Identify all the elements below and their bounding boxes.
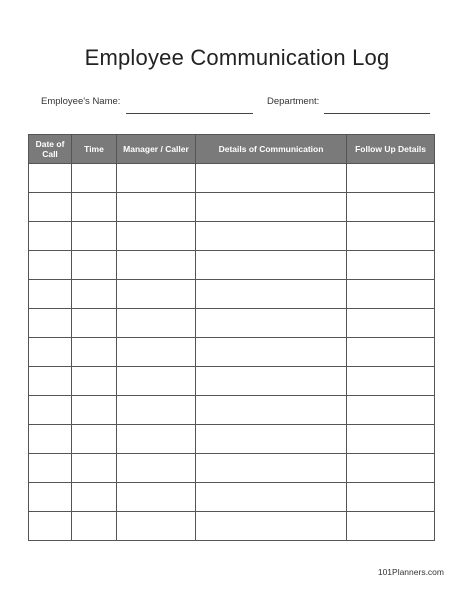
communication-log-table <box>28 134 435 541</box>
table-cell[interactable] <box>117 338 196 367</box>
table-cell[interactable] <box>117 193 196 222</box>
footer-brand: 101Planners.com <box>377 567 444 577</box>
table-cell[interactable] <box>196 164 347 193</box>
table-row <box>29 396 435 425</box>
table-cell[interactable] <box>117 483 196 512</box>
table-cell[interactable] <box>117 222 196 251</box>
department-label: Department: <box>267 96 320 107</box>
table-cell[interactable] <box>72 222 117 251</box>
table-cell[interactable] <box>196 193 347 222</box>
table-cell[interactable] <box>196 454 347 483</box>
column-header-follow-up-details: Follow Up Details <box>347 135 435 164</box>
table-cell[interactable] <box>117 251 196 280</box>
table-row <box>29 483 435 512</box>
table-cell[interactable] <box>196 251 347 280</box>
table-cell[interactable] <box>347 367 435 396</box>
table-row <box>29 309 435 338</box>
table-cell[interactable] <box>347 309 435 338</box>
table-cell[interactable] <box>29 512 72 541</box>
table-cell[interactable] <box>117 164 196 193</box>
table-cell[interactable] <box>72 425 117 454</box>
table-cell[interactable] <box>347 338 435 367</box>
table-row <box>29 251 435 280</box>
table-row <box>29 222 435 251</box>
table-cell[interactable] <box>117 280 196 309</box>
table-cell[interactable] <box>117 454 196 483</box>
table-cell[interactable] <box>196 280 347 309</box>
table-cell[interactable] <box>29 396 72 425</box>
table-cell[interactable] <box>347 222 435 251</box>
table-cell[interactable] <box>196 222 347 251</box>
table-header-row <box>29 135 435 164</box>
table-cell[interactable] <box>117 425 196 454</box>
table-cell[interactable] <box>72 164 117 193</box>
table-row <box>29 164 435 193</box>
table-cell[interactable] <box>29 367 72 396</box>
page-title: Employee Communication Log <box>84 45 390 70</box>
table-row <box>29 425 435 454</box>
table-cell[interactable] <box>29 193 72 222</box>
table-cell[interactable] <box>347 193 435 222</box>
table-cell[interactable] <box>72 251 117 280</box>
table-cell[interactable] <box>29 164 72 193</box>
table-cell[interactable] <box>72 309 117 338</box>
table-row <box>29 338 435 367</box>
table-cell[interactable] <box>72 512 117 541</box>
table-cell[interactable] <box>117 309 196 338</box>
table-cell[interactable] <box>29 454 72 483</box>
table-cell[interactable] <box>29 280 72 309</box>
table-cell[interactable] <box>117 396 196 425</box>
table-row <box>29 367 435 396</box>
column-header-manager-caller: Manager / Caller <box>117 135 196 164</box>
table-cell[interactable] <box>72 280 117 309</box>
table-row <box>29 454 435 483</box>
table-cell[interactable] <box>72 338 117 367</box>
table-cell[interactable] <box>117 512 196 541</box>
table-cell[interactable] <box>29 483 72 512</box>
table-cell[interactable] <box>72 483 117 512</box>
table-cell[interactable] <box>347 251 435 280</box>
column-header-date-of-call: Date of Call <box>29 135 72 164</box>
table-cell[interactable] <box>196 338 347 367</box>
column-header-details-of-communication: Details of Communication <box>196 135 347 164</box>
table-cell[interactable] <box>72 367 117 396</box>
column-header-time: Time <box>72 135 117 164</box>
department-line[interactable] <box>324 113 430 114</box>
table-row <box>29 193 435 222</box>
table-cell[interactable] <box>29 338 72 367</box>
table-body <box>29 164 435 541</box>
table-cell[interactable] <box>117 367 196 396</box>
table-cell[interactable] <box>72 193 117 222</box>
table-cell[interactable] <box>196 512 347 541</box>
table-cell[interactable] <box>29 309 72 338</box>
table-cell[interactable] <box>196 425 347 454</box>
table-cell[interactable] <box>196 309 347 338</box>
table-cell[interactable] <box>347 483 435 512</box>
table-cell[interactable] <box>347 280 435 309</box>
table-cell[interactable] <box>196 483 347 512</box>
employee-name-label: Employee's Name: <box>41 96 121 107</box>
table-cell[interactable] <box>72 454 117 483</box>
table-cell[interactable] <box>347 425 435 454</box>
table-cell[interactable] <box>347 164 435 193</box>
table-cell[interactable] <box>196 367 347 396</box>
table-row <box>29 280 435 309</box>
table-cell[interactable] <box>347 512 435 541</box>
table-cell[interactable] <box>196 396 347 425</box>
table-cell[interactable] <box>347 454 435 483</box>
table-cell[interactable] <box>29 425 72 454</box>
table-cell[interactable] <box>29 222 72 251</box>
employee-name-line[interactable] <box>126 113 253 114</box>
table-row <box>29 512 435 541</box>
table-cell[interactable] <box>347 396 435 425</box>
table-cell[interactable] <box>29 251 72 280</box>
table-cell[interactable] <box>72 396 117 425</box>
